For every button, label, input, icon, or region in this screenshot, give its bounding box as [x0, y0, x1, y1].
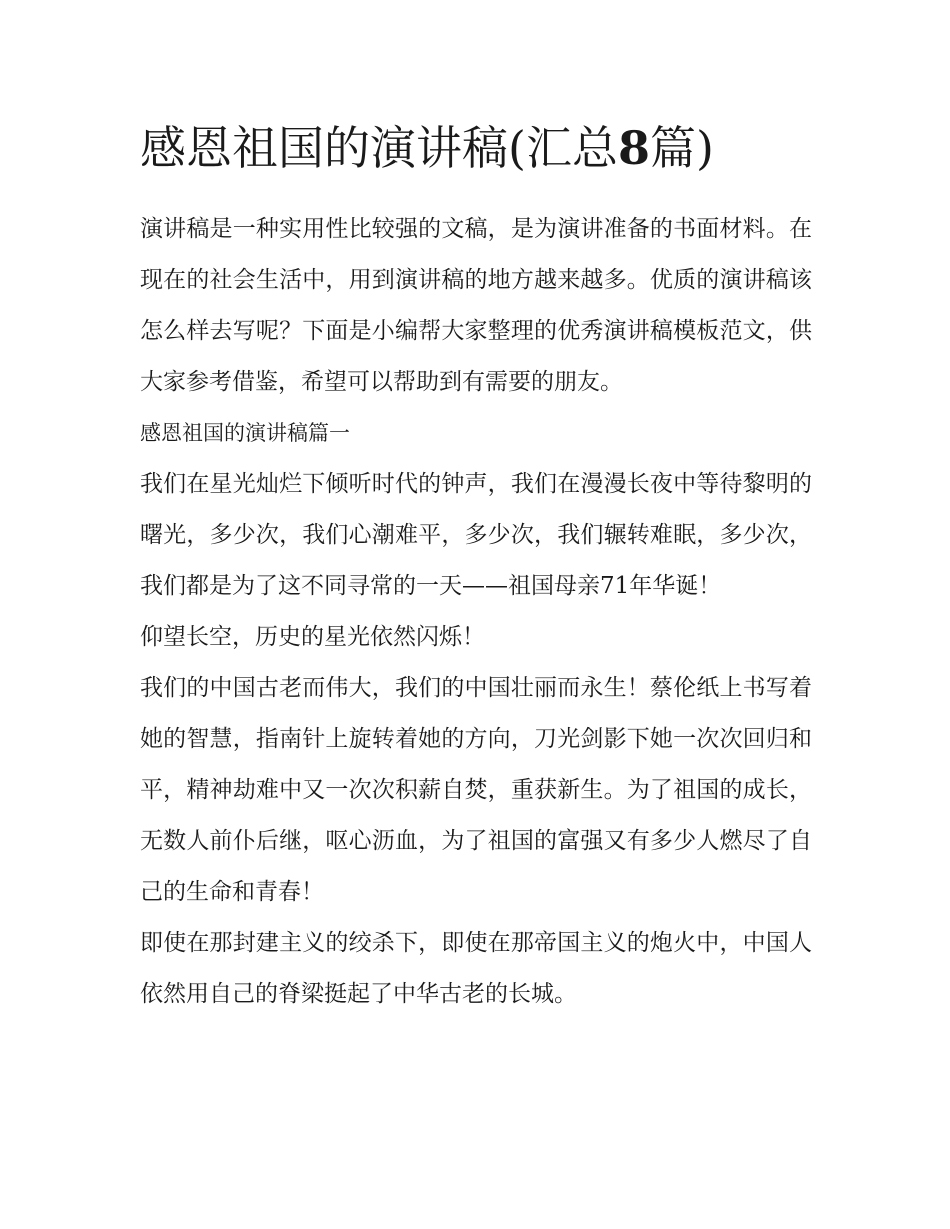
document-title	[140, 118, 812, 178]
title-number: 8	[617, 121, 650, 175]
document-body	[140, 118, 812, 1020]
title-tail: 篇)	[649, 121, 714, 175]
section-heading: 感恩祖国的演讲稿篇一	[140, 421, 350, 445]
body-paragraph-2: 仰望长空，历史的星光依然闪烁！	[140, 624, 485, 650]
body-paragraph-3: 我们的中国古老而伟大，我们的中国壮丽而永生！蔡伦纸上书写着她的智慧，指南针上旋转着她的方向，刀光剑影下她一次次回归和平，精神劫难中又一次次积薪自焚，重获新生。为了祖国的成长，无数人前仆后继，呕心沥血，为了祖国的富强又有多少人燃尽了自己的生命和青春！	[140, 675, 812, 905]
body-paragraph-1: 我们在星光灿烂下倾听时代的钟声，我们在漫漫长夜中等待黎明的曙光，多少次，我们心潮难平，多少次，我们辗转难眠，多少次，我们都是为了这不同寻常的一天——祖国母亲71年华诞！	[140, 471, 812, 599]
intro-paragraph: 演讲稿是一种实用性比较强的文稿，是为演讲准备的书面材料。在现在的社会生活中，用到演讲稿的地方越来越多。优质的演讲稿该怎么样去写呢？下面是小编帮大家整理的优秀演讲稿模板范文，供大家参考借鉴，希望可以帮助到有需要的朋友。	[140, 216, 812, 395]
body-paragraph-4: 即使在那封建主义的绞杀下，即使在那帝国主义的炮火中，中国人依然用自己的脊梁挺起了中华古老的长城。	[140, 930, 812, 1007]
title-main: 感恩祖国的演讲稿(汇总	[140, 121, 618, 175]
